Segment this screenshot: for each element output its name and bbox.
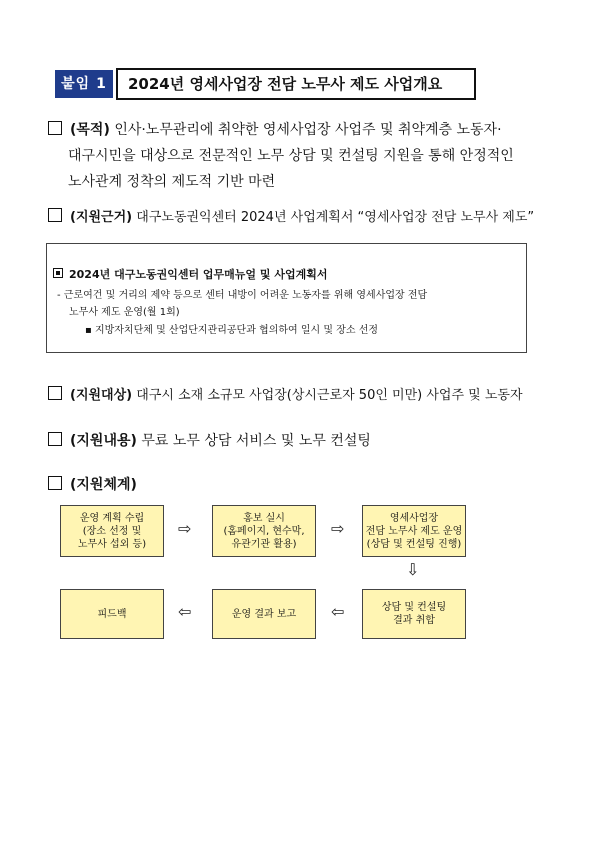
arrow-right-icon: ⇨ [178, 519, 192, 538]
basis-section [48, 205, 534, 231]
flow-step-plan: 운영 계획 수립 (장소 선정 및 노무사 섭외 등) [60, 505, 164, 557]
flow-step-feedback: 피드백 [60, 589, 164, 639]
target-label: (지원대상) [70, 388, 133, 403]
purpose-label: (목적) [70, 122, 110, 138]
basis-label: (지원근거) [70, 210, 133, 225]
purpose-line-2: 대구시민을 대상으로 전문적인 노무 상담 및 컨설팅 지원을 통해 안정적인 [68, 148, 514, 164]
purpose-section [48, 117, 502, 143]
checkbox-icon [48, 121, 62, 135]
target-text: 대구시 소재 소규모 사업장(상시근로자 50인 미만) 사업주 및 노동자 [136, 388, 523, 403]
attachment-tag: 붙임 1 [55, 70, 113, 98]
flow-step-collect: 상담 및 컨설팅 결과 취합 [362, 589, 466, 639]
flow-step-report: 운영 결과 보고 [212, 589, 316, 639]
arrow-down-icon: ⇩ [406, 560, 420, 579]
system-label: (지원체계) [70, 477, 137, 493]
filled-square-icon [53, 268, 63, 278]
basis-text: 대구노동권익센터 2024년 사업계획서 “영세사업장 전담 노무사 제도” [136, 210, 535, 225]
manual-line-3: ▪ 지방자치단체 및 산업단지관리공단과 협의하여 일시 및 장소 선정 [85, 325, 379, 336]
system-section [48, 472, 137, 498]
arrow-left-icon: ⇦ [331, 602, 345, 621]
content-label: (지원내용) [70, 433, 137, 449]
checkbox-icon [48, 386, 62, 400]
checkbox-icon [48, 432, 62, 446]
checkbox-icon [48, 476, 62, 490]
flow-step-promotion: 홍보 실시 (홈페이지, 현수막, 유관기관 활용) [212, 505, 316, 557]
manual-line-1: - 근로여건 및 거리의 제약 등으로 센터 내방이 어려운 노동자를 위해 영세사업장 전담 [57, 290, 428, 301]
manual-heading: 2024년 대구노동권익센터 업무매뉴얼 및 사업계획서 [53, 266, 327, 282]
manual-line-2: 노무사 제도 운영(월 1회) [69, 307, 180, 318]
checkbox-icon [48, 208, 62, 222]
content-text: 무료 노무 상담 서비스 및 노무 컨설팅 [141, 433, 371, 449]
target-section [48, 383, 523, 409]
page-title: 2024년 영세사업장 전담 노무사 제도 사업개요 [116, 68, 476, 100]
arrow-left-icon: ⇦ [178, 602, 192, 621]
flow-step-operation: 영세사업장 전담 노무사 제도 운영 (상담 및 컨설팅 진행) [362, 505, 466, 557]
purpose-line-1: 인사·노무관리에 취약한 영세사업장 사업주 및 취약계층 노동자· [114, 122, 502, 138]
arrow-right-icon: ⇨ [331, 519, 345, 538]
content-section [48, 428, 371, 454]
purpose-line-3: 노사관계 정착의 제도적 기반 마련 [68, 174, 276, 190]
manual-excerpt-box [46, 243, 527, 353]
